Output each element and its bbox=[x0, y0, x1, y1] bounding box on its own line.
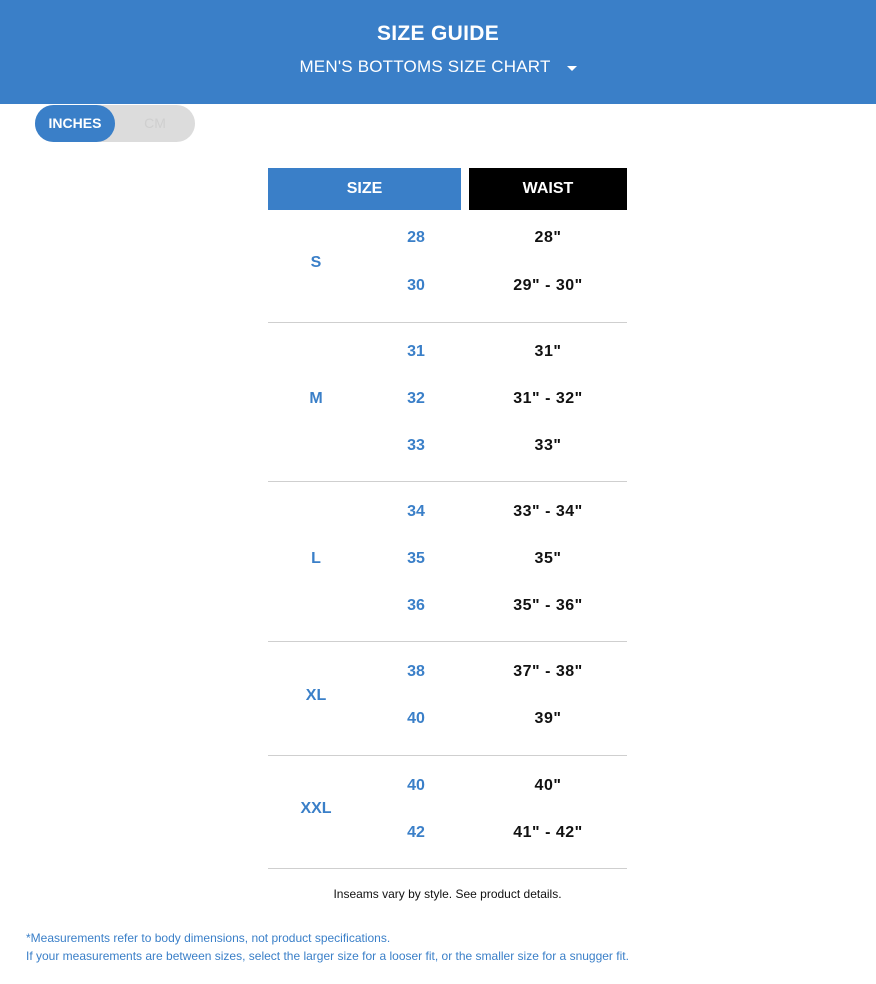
size-number: 42 bbox=[407, 824, 425, 841]
size-letter: L bbox=[311, 550, 321, 567]
measurement-footnote: *Measurements refer to body dimensions, not product specifications. bbox=[26, 931, 391, 945]
size-letter: M bbox=[309, 390, 323, 407]
waist-value: 35" - 36" bbox=[513, 597, 583, 614]
size-number: 31 bbox=[407, 343, 425, 360]
waist-value: 28" bbox=[534, 229, 562, 246]
inseam-note: Inseams vary by style. See product details. bbox=[333, 887, 562, 901]
waist-value: 29" - 30" bbox=[513, 277, 583, 294]
waist-value: 33" bbox=[534, 437, 562, 454]
size-number: 35 bbox=[407, 550, 425, 567]
size-group-s bbox=[268, 210, 627, 323]
chart-type-dropdown[interactable] bbox=[0, 57, 876, 77]
size-letter: XL bbox=[305, 687, 327, 704]
size-number: 40 bbox=[407, 710, 425, 727]
unit-option-inches[interactable]: INCHES bbox=[35, 105, 115, 142]
size-letter: S bbox=[310, 254, 322, 271]
waist-value: 41" - 42" bbox=[513, 824, 583, 841]
size-number: 28 bbox=[407, 229, 425, 246]
size-number: 40 bbox=[407, 777, 425, 794]
size-group-l bbox=[268, 482, 627, 642]
size-number: 33 bbox=[407, 437, 425, 454]
waist-column-header: WAIST bbox=[469, 168, 627, 210]
waist-value: 31" - 32" bbox=[513, 390, 583, 407]
waist-value: 39" bbox=[534, 710, 562, 727]
size-letter: XXL bbox=[300, 800, 332, 817]
size-number: 36 bbox=[407, 597, 425, 614]
caret-down-icon bbox=[567, 66, 577, 71]
waist-value: 35" bbox=[534, 550, 562, 567]
size-number: 38 bbox=[407, 663, 425, 680]
waist-value: 31" bbox=[534, 343, 562, 360]
size-column-header: SIZE bbox=[268, 168, 461, 210]
size-number: 34 bbox=[407, 503, 425, 520]
waist-value: 40" bbox=[534, 777, 562, 794]
size-group-xl bbox=[268, 642, 627, 756]
waist-value: 37" - 38" bbox=[513, 663, 583, 680]
fit-advice-footnote: If your measurements are between sizes, select the larger size for a looser fit, or the smaller size for a snugger fit. bbox=[26, 949, 629, 963]
unit-option-cm[interactable]: CM bbox=[144, 115, 166, 131]
waist-value: 33" - 34" bbox=[513, 503, 583, 520]
size-number: 32 bbox=[407, 390, 425, 407]
size-group-m bbox=[268, 323, 627, 482]
unit-toggle[interactable] bbox=[35, 105, 195, 142]
size-group-xxl bbox=[268, 756, 627, 869]
chart-type-dropdown-label: MEN'S BOTTOMS SIZE CHART bbox=[299, 57, 551, 76]
page-title: SIZE GUIDE bbox=[376, 22, 500, 45]
size-number: 30 bbox=[407, 277, 425, 294]
size-guide-header bbox=[0, 0, 876, 104]
